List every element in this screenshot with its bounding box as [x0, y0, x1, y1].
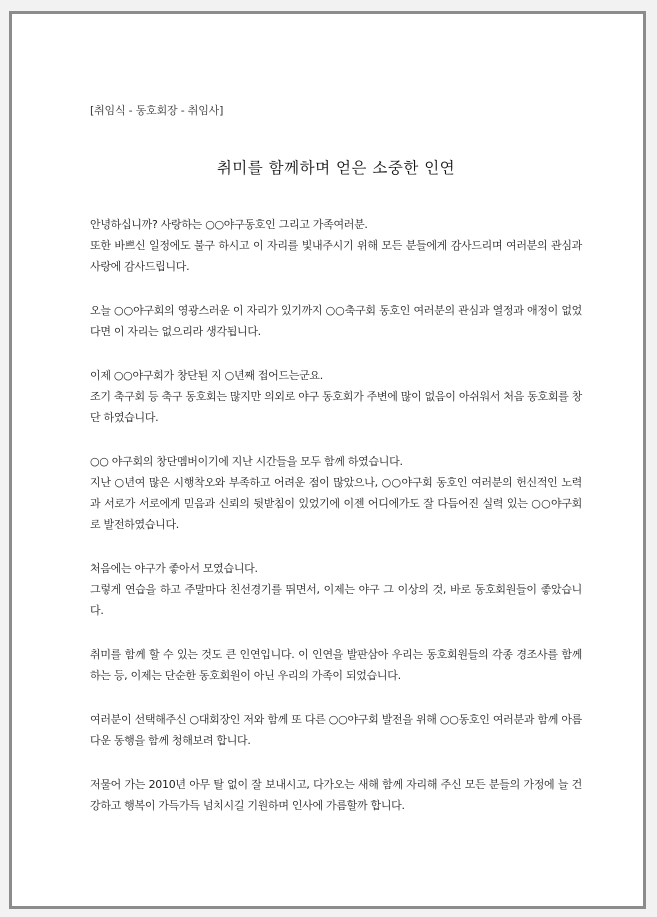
paragraph-history [90, 451, 582, 535]
paragraph-line: 그렇게 연습을 하고 주말마다 친선경기를 뛰면서, 이제는 야구 그 이상의 것, 바로 동호회원들이 좋았습니다. [90, 583, 582, 617]
paragraph-line: 안녕하십니까? 사랑하는 ○○야구동호인 그리고 가족여러분. [90, 218, 368, 231]
paragraph-line: ○○ 야구회의 창단멤버이기에 지난 시간들을 모두 함께 하였습니다. [90, 455, 403, 468]
paragraph-founding [90, 365, 582, 428]
paragraph-line: 취미를 함께 할 수 있는 것도 큰 인연입니다. 이 인연을 발판삼아 우리는 동호회원들의 각종 경조사를 함께 하는 등, 이제는 단순한 동호회원이 아닌 우리의 가족이 되었습니다. [90, 648, 582, 682]
paragraph-future [90, 709, 582, 751]
paragraph-line: 조기 축구회 등 축구 동호회는 많지만 의외로 야구 동호회가 주변에 많이 없음이 아쉬워서 처음 동호회를 창단 하였습니다. [90, 390, 582, 424]
paragraph-line: 지난 ○년여 많은 시행착오와 부족하고 어려운 점이 많았으나, ○○야구회 동호인 여러분의 헌신적인 노력과 서로가 서로에게 믿음과 신뢰의 뒷받침이 있었기에 이젠 어디에가도 잘 다듬어진 실력 있는 ○○야구회로 발전하였습니다. [90, 476, 582, 531]
paragraph-line: 저물어 가는 2010년 아무 탈 없이 잘 보내시고, 다가오는 새해 함께 자리해 주신 모든 분들의 가정에 늘 건강하고 행복이 가득가득 넘치시길 기원하며 인사에 가름할까 합니다. [90, 778, 582, 812]
paragraph-line: 오늘 ○○야구회의 영광스러운 이 자리가 있기까지 ○○축구회 동호인 여러분의 관심과 열정과 애정이 없었다면 이 자리는 없으리라 생각됩니다. [90, 304, 582, 338]
paragraph-thanks [90, 300, 582, 342]
document-category-label: [취임식 - 동호회장 - 취임사] [90, 104, 224, 117]
paragraph-line: 여러분이 선택해주신 ○대회장인 저와 함께 또 다른 ○○야구회 발전을 위해 ○○동호인 여러분과 함께 아름다운 동행을 함께 청해보려 합니다. [90, 713, 582, 747]
paragraph-greeting [90, 214, 582, 277]
paragraph-line: 또한 바쁘신 일정에도 불구 하시고 이 자리를 빛내주시기 위해 모든 분들에게 감사드리며 여러분의 관심과 사랑에 감사드립니다. [90, 239, 582, 273]
page-frame [9, 11, 646, 909]
paragraph-closing [90, 774, 582, 816]
document-body [90, 102, 582, 839]
paragraph-beginning [90, 558, 582, 621]
paragraph-line: 이제 ○○야구회가 창단된 지 ○년째 접어드는군요. [90, 369, 323, 382]
paragraph-line: 처음에는 야구가 좋아서 모였습니다. [90, 562, 258, 575]
document-title: 취미를 함께하며 얻은 소중한 인연 [216, 159, 456, 177]
paragraph-bond [90, 644, 582, 686]
